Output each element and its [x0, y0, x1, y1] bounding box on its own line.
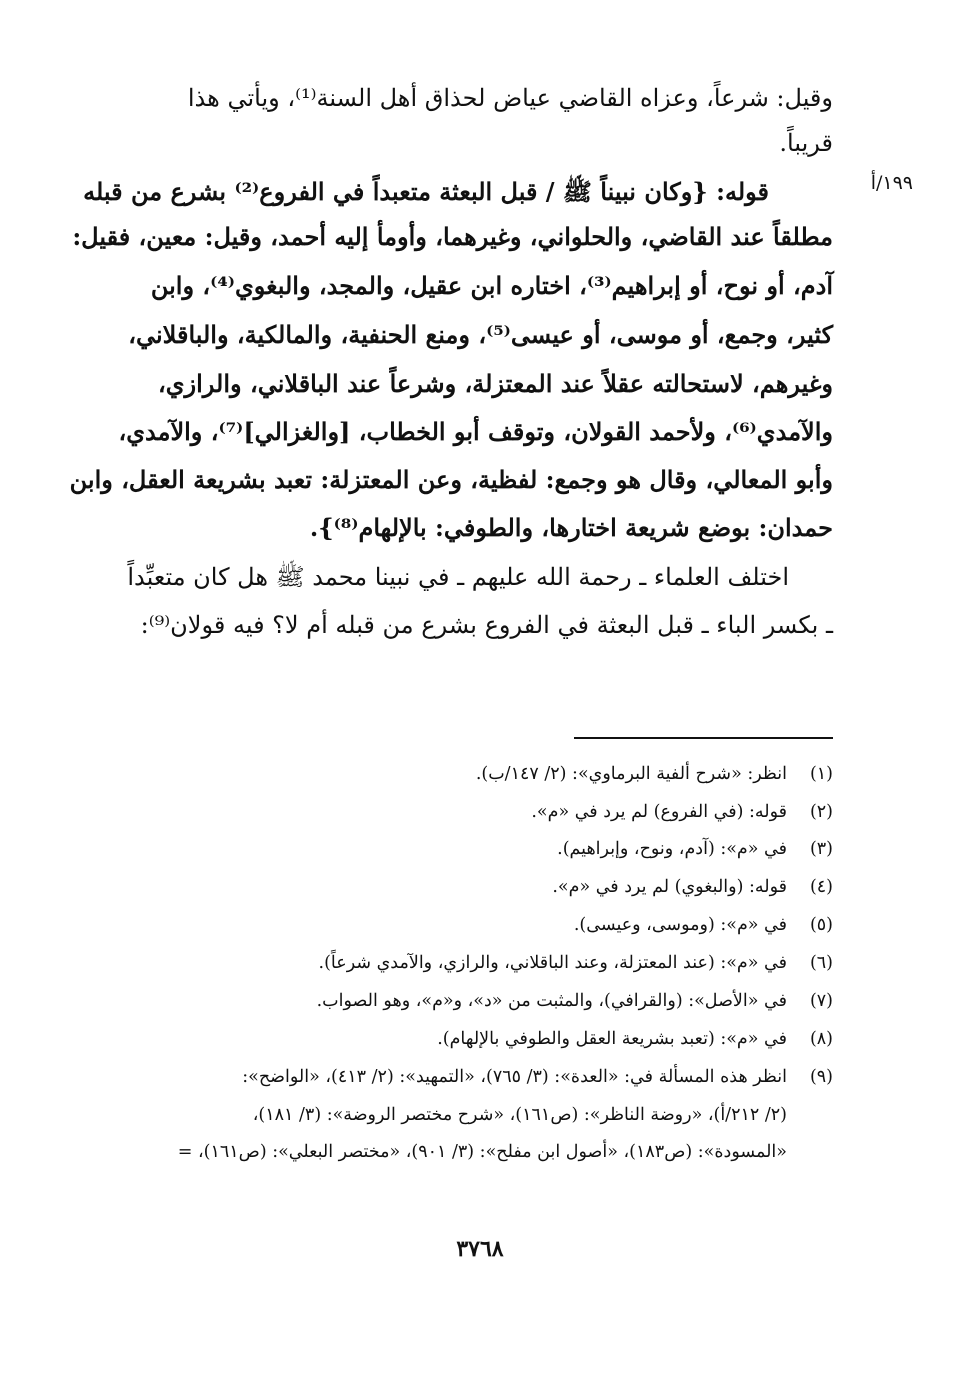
body-line-10: حمدان: بوضع شريعة اختارها، والطوفي: بالإلهام⁽⁸⁾}.	[309, 513, 833, 542]
footnote-9-continuation-1: (٢/ ٢١٢/أ)، «روضة الناظر»: (ص١٦١)، «شرح مختصر الروضة»: (٣/ ١٨١)،	[252, 1105, 787, 1125]
footnote-8	[437, 1024, 833, 1054]
footnote-3	[557, 834, 833, 864]
footnote-number: (٦)	[809, 953, 833, 973]
footnote-1	[476, 759, 833, 789]
footnote-number: (٥)	[809, 915, 833, 935]
footnote-number: (٣)	[809, 839, 833, 859]
footnote-number: (٢)	[809, 802, 833, 822]
footnote-number: (٩)	[809, 1067, 833, 1087]
footnote-text: في «الأصل»: (والقرافي)، والمثبت من «د»، و«م»، وهو الصواب.	[316, 991, 787, 1011]
body-line-4: مطلقاً عند القاضي، والحلواني، وغيرهما، وأومأ إليه أحمد، وقيل: معين، فقيل:	[72, 222, 833, 251]
footnote-text: في «م»: (تعبد بشريعة العقل والطوفي بالإلهام).	[437, 1029, 787, 1049]
footnote-9-continuation-2: «المسودة»: (ص١٨٣)، «أصول ابن مفلح»: (٣/ ٩٠١)، «مختصر البعلي»: (ص١٦١)، =	[177, 1142, 787, 1162]
body-line-11: اختلف العلماء ـ رحمة الله عليهم ـ في نبينا محمد ﷺ هل كان متعبِّداً	[127, 563, 789, 591]
footnote-text: قوله: (في الفروع) لم يرد في «م».	[531, 802, 787, 822]
body-line-9: وأبو المعالي، وقال هو وجمع: لفظية، وعن المعتزلة: تعبد بشريعة العقل، وابن	[69, 465, 833, 494]
margin-folio-note: ١٩٩/أ	[870, 172, 913, 194]
footnote-4	[552, 872, 833, 902]
body-line-12: ـ بكسر الباء ـ قبل البعثة في الفروع بشرع من قبله أم لا؟ فيه قولان⁽⁹⁾:	[140, 611, 833, 639]
body-line-8: والآمدي⁽⁶⁾، ولأحمد القولان، وتوقف أبو الخطاب، [والغزالي]⁽⁷⁾، والآمدي،	[118, 417, 833, 446]
footnote-text: قوله: (والبغوي) لم يرد في «م».	[552, 877, 787, 897]
footnote-text: في «م»: (عند المعتزلة، وعند الباقلاني، والرازي، والآمدي شرعاً).	[318, 953, 787, 973]
footnote-text: في «م»: (آدم، ونوح، وإبراهيم).	[557, 839, 787, 859]
footnote-separator	[574, 737, 833, 739]
footnote-number: (١)	[809, 764, 833, 784]
footnote-7	[317, 986, 833, 1016]
footnote-text: انظر: «شرح ألفية البرماوي»: (٢/ ١٤٧/ب).	[475, 764, 787, 784]
footnote-number: (٧)	[809, 991, 833, 1011]
body-line-3: قوله: {وكان نبيناً ﷺ / قبل البعثة متعبداً في الفروع⁽²⁾ بشرع من قبله	[83, 177, 769, 206]
footnote-9	[242, 1062, 833, 1092]
footnote-number: (٤)	[809, 877, 833, 897]
footnote-text: انظر هذه المسألة في: «العدة»: (٣/ ٧٦٥)، «التمهيد»: (٢/ ٤١٣)، «الواضح»:	[242, 1067, 787, 1087]
footnote-number: (٨)	[809, 1029, 833, 1049]
body-line-1: وقيل: شرعاً، وعزاه القاضي عياض لحذاق أهل السنة⁽¹⁾، ويأتي هذا	[187, 84, 833, 112]
body-line-2: قريباً.	[779, 129, 833, 157]
body-line-7: وغيرهم، لاستحالته عقلاً عند المعتزلة، وشرعاً عند الباقلاني، والرازي،	[158, 369, 833, 398]
page-number: ٣٧٦٨	[456, 1236, 504, 1262]
footnote-text: في «م»: (وموسى، وعيسى).	[573, 915, 787, 935]
body-line-6: كثير، وجمع، أو موسى، أو عيسى⁽⁵⁾، ومنع الحنفية، والمالكية، والباقلاني،	[128, 320, 833, 349]
footnote-6	[319, 948, 833, 978]
footnote-2	[531, 797, 833, 827]
footnote-5	[574, 910, 833, 940]
body-line-5: آدم، أو نوح، أو إبراهيم⁽³⁾، اختاره ابن عقيل، والمجد، والبغوي⁽⁴⁾، وابن	[150, 271, 833, 300]
